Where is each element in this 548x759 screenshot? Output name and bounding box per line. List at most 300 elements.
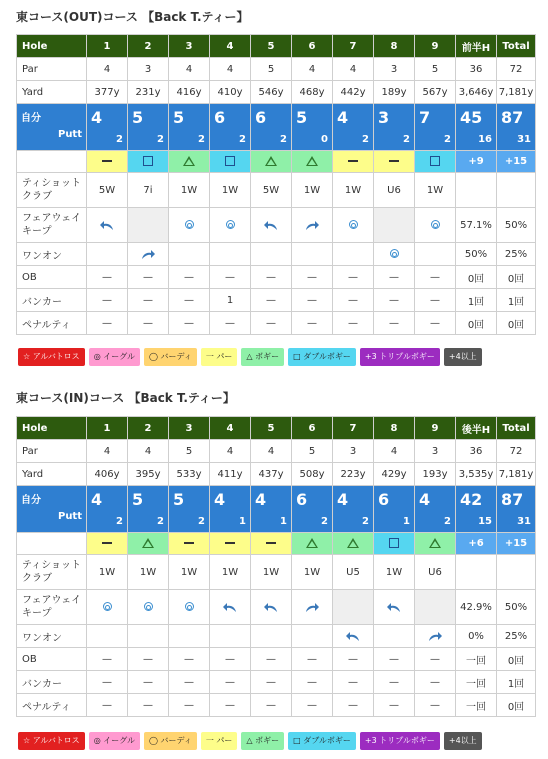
out-stroke-count: 5 — [132, 108, 144, 127]
out-penalty-row — [17, 312, 536, 335]
in-bunker-row — [17, 671, 536, 694]
in-bunker-cell: — — [333, 671, 374, 694]
in-penalty-cell: — — [333, 694, 374, 717]
in-stroke-count: 4 — [419, 490, 431, 509]
out-stroke-count: 3 — [378, 108, 390, 127]
out-header-cell: 7 — [333, 35, 374, 58]
out-bunker-cell: — — [374, 289, 415, 312]
in-penalty-cell: — — [251, 694, 292, 717]
out-self-label-cell — [17, 104, 87, 151]
in-par-cell: 4 — [87, 440, 128, 463]
in-stroke-count: 42 — [460, 490, 483, 509]
out-penalty-cell: — — [251, 312, 292, 335]
out-fairway-cell — [333, 208, 374, 243]
out-yard-label: Yard — [17, 81, 87, 104]
in-stroke-count: 6 — [378, 490, 390, 509]
out-result-label — [17, 151, 87, 173]
out-yard-cell: 377y — [87, 81, 128, 104]
out-tee-cell: 1W — [292, 173, 333, 208]
out-putt-count: 2 — [444, 134, 451, 145]
in-on-cell — [169, 625, 210, 648]
in-putt-count: 31 — [517, 516, 531, 527]
in-stroke-count: 4 — [337, 490, 349, 509]
out-bunker-cell: — — [87, 289, 128, 312]
in-tee-row — [17, 555, 536, 590]
arrow-right-icon — [304, 219, 320, 231]
out-putt-count: 2 — [198, 134, 205, 145]
out-penalty-cell: — — [415, 312, 456, 335]
out-tee-label: ティショット クラブ — [17, 173, 87, 208]
in-par-cell: 3 — [415, 440, 456, 463]
arrow-right-icon — [140, 248, 156, 260]
out-stroke-count: 45 — [460, 108, 483, 127]
in-ob-cell: — — [374, 648, 415, 671]
out-result-row — [17, 151, 536, 173]
in-self-label: 自分 — [21, 495, 41, 506]
in-result-cell — [251, 533, 292, 555]
double-circle-icon — [103, 602, 112, 611]
in-yard-cell: 411y — [210, 463, 251, 486]
out-penalty-cell: — — [292, 312, 333, 335]
out-fairway-cell — [374, 208, 415, 243]
out-result-cell — [87, 151, 128, 173]
out-result-cell — [169, 151, 210, 173]
double-circle-icon — [431, 220, 440, 229]
in-yard-cell: 508y — [292, 463, 333, 486]
in-tee-cell: U5 — [333, 555, 374, 590]
in-header-cell: 7 — [333, 417, 374, 440]
out-stroke-count: 5 — [296, 108, 308, 127]
in-score-cell — [128, 486, 169, 533]
out-putt-count: 2 — [362, 134, 369, 145]
in-par-cell: 3 — [333, 440, 374, 463]
in-putt-count: 2 — [198, 516, 205, 527]
out-fairway-stat: 57.1% — [456, 208, 497, 243]
arrow-left-icon — [263, 219, 279, 231]
in-yard-cell: 3,535y — [456, 463, 497, 486]
in-score-cell — [169, 486, 210, 533]
in-par-cell: 4 — [251, 440, 292, 463]
out-tee-row — [17, 173, 536, 208]
out-bunker-cell: — — [415, 289, 456, 312]
out-stroke-count: 87 — [501, 108, 524, 127]
out-tee-cell: 5W — [87, 173, 128, 208]
legend-four-over: +4以上 — [444, 732, 482, 750]
out-yard-cell: 416y — [169, 81, 210, 104]
in-header-row — [17, 417, 536, 440]
in-yard-row — [17, 463, 536, 486]
in-self-score-row — [17, 486, 536, 533]
out-putt-count: 2 — [280, 134, 287, 145]
in-result-cell — [374, 533, 415, 555]
bogey-triangle-icon — [306, 156, 318, 166]
in-tee-cell: 1W — [374, 555, 415, 590]
par-dash-icon — [184, 542, 194, 544]
out-yard-cell: 410y — [210, 81, 251, 104]
in-score-cell — [210, 486, 251, 533]
legend-double-bogey: □ ダブルボギー — [288, 348, 356, 366]
out-penalty-cell: — — [333, 312, 374, 335]
in-self-label-cell — [17, 486, 87, 533]
out-bunker-cell: — — [251, 289, 292, 312]
double-circle-icon — [185, 602, 194, 611]
legend-birdie: ◯ バーディ — [144, 348, 197, 366]
out-on-cell — [333, 243, 374, 266]
out-stroke-count: 4 — [337, 108, 349, 127]
bogey-triangle-icon — [265, 156, 277, 166]
out-ob-cell: — — [210, 266, 251, 289]
in-score-cell — [415, 486, 456, 533]
out-par-cell: 5 — [251, 58, 292, 81]
in-putt-count: 2 — [444, 516, 451, 527]
out-result-cell — [251, 151, 292, 173]
in-bunker-cell: — — [292, 671, 333, 694]
out-header-cell: 8 — [374, 35, 415, 58]
in-ob-cell: — — [415, 648, 456, 671]
in-ob-cell: — — [87, 648, 128, 671]
out-par-cell: 4 — [333, 58, 374, 81]
in-tee-cell: 1W — [169, 555, 210, 590]
in-bunker-cell: — — [251, 671, 292, 694]
out-par-cell: 4 — [169, 58, 210, 81]
legend-par: 一 パー — [201, 732, 238, 750]
in-fairway-row — [17, 590, 536, 625]
in-ob-cell: — — [251, 648, 292, 671]
out-putt-count: 2 — [157, 134, 164, 145]
out-yard-cell: 442y — [333, 81, 374, 104]
out-bunker-cell: — — [292, 289, 333, 312]
in-yard-cell: 533y — [169, 463, 210, 486]
in-tee-cell: 1W — [128, 555, 169, 590]
out-bunker-row — [17, 289, 536, 312]
out-putt-count: 16 — [478, 134, 492, 145]
in-putt-count: 2 — [157, 516, 164, 527]
out-result-cell — [128, 151, 169, 173]
legend-albatross: ☆ アルバトロス — [18, 348, 85, 366]
out-result-cell — [374, 151, 415, 173]
par-dash-icon — [102, 542, 112, 544]
in-putt-count: 2 — [321, 516, 328, 527]
out-putt-count: 2 — [403, 134, 410, 145]
in-putt-count: 2 — [116, 516, 123, 527]
in-result-label — [17, 533, 87, 555]
out-self-label: 自分 — [21, 113, 41, 124]
out-on-stat: 50% — [456, 243, 497, 266]
in-stroke-count: 5 — [132, 490, 144, 509]
out-par-cell: 4 — [292, 58, 333, 81]
in-par-cell: 4 — [128, 440, 169, 463]
in-header-cell: 6 — [292, 417, 333, 440]
in-stroke-count: 4 — [255, 490, 267, 509]
in-par-label: Par — [17, 440, 87, 463]
in-ob-cell: 一回 — [456, 648, 497, 671]
out-par-cell: 3 — [374, 58, 415, 81]
in-header-cell: 4 — [210, 417, 251, 440]
in-putt-count: 1 — [280, 516, 287, 527]
arrow-left-icon — [222, 601, 238, 613]
out-course-section — [16, 8, 535, 335]
double-bogey-square-icon — [225, 156, 235, 166]
out-header-cell: 1 — [87, 35, 128, 58]
out-penalty-label: ペナルティ — [17, 312, 87, 335]
in-fairway-cell — [87, 590, 128, 625]
out-score-cell — [415, 104, 456, 151]
out-tee-cell: U6 — [374, 173, 415, 208]
in-tee-cell: 1W — [87, 555, 128, 590]
in-result-cell — [415, 533, 456, 555]
in-tee-cell: U6 — [415, 555, 456, 590]
out-yard-cell: 231y — [128, 81, 169, 104]
in-result-cell — [169, 533, 210, 555]
out-tee-cell: 1W — [169, 173, 210, 208]
out-fairway-cell — [210, 208, 251, 243]
in-putt-count: 1 — [239, 516, 246, 527]
out-par-cell: 36 — [456, 58, 497, 81]
out-tee-cell: 7i — [128, 173, 169, 208]
in-header-cell: 9 — [415, 417, 456, 440]
out-fairway-label: フェアウェイ キープ — [17, 208, 87, 243]
in-result-row — [17, 533, 536, 555]
out-score-cell — [251, 104, 292, 151]
in-header-cell: Total — [497, 417, 536, 440]
legend-triple-bogey: +3 トリプルボギー — [360, 732, 440, 750]
in-score-cell — [251, 486, 292, 533]
in-bunker-cell: — — [415, 671, 456, 694]
arrow-right-icon — [427, 630, 443, 642]
out-header-cell: 5 — [251, 35, 292, 58]
in-fairway-cell — [128, 590, 169, 625]
in-yard-cell: 406y — [87, 463, 128, 486]
in-ob-cell: — — [292, 648, 333, 671]
out-on-row — [17, 243, 536, 266]
in-result-cell — [292, 533, 333, 555]
out-fairway-cell — [128, 208, 169, 243]
out-header-cell: 9 — [415, 35, 456, 58]
in-header-cell: 3 — [169, 417, 210, 440]
double-bogey-square-icon — [389, 538, 399, 548]
out-ob-label: OB — [17, 266, 87, 289]
out-ob-cell: — — [169, 266, 210, 289]
out-on-cell — [169, 243, 210, 266]
in-yard-cell: 193y — [415, 463, 456, 486]
in-score-cell — [333, 486, 374, 533]
out-ob-row — [17, 266, 536, 289]
out-on-cell — [87, 243, 128, 266]
out-score-cell — [456, 104, 497, 151]
out-ob-cell: — — [128, 266, 169, 289]
par-dash-icon — [102, 160, 112, 162]
in-penalty-cell: 一回 — [456, 694, 497, 717]
out-on-cell — [292, 243, 333, 266]
in-on-cell — [415, 625, 456, 648]
bogey-triangle-icon — [429, 538, 441, 548]
out-header-cell: Total — [497, 35, 536, 58]
in-bunker-cell: — — [374, 671, 415, 694]
in-course-section — [16, 389, 535, 717]
legend-albatross: ☆ アルバトロス — [18, 732, 85, 750]
out-putt-count: 2 — [239, 134, 246, 145]
arrow-left-icon — [263, 601, 279, 613]
out-on-label: ワンオン — [17, 243, 87, 266]
out-score-cell — [87, 104, 128, 151]
par-dash-icon — [348, 160, 358, 162]
in-bunker-cell: — — [210, 671, 251, 694]
in-course-title: 東コース(IN)コース 【Back T.ティー】 — [16, 391, 235, 405]
in-penalty-row — [17, 694, 536, 717]
out-ob-cell: — — [87, 266, 128, 289]
out-tee-cell — [456, 173, 497, 208]
in-on-row — [17, 625, 536, 648]
in-yard-cell: 429y — [374, 463, 415, 486]
in-yard-label: Yard — [17, 463, 87, 486]
out-bunker-cell: 1回 — [497, 289, 536, 312]
double-circle-icon — [349, 220, 358, 229]
in-on-stat: 25% — [497, 625, 536, 648]
in-score-cell — [292, 486, 333, 533]
out-score-cell — [497, 104, 536, 151]
in-bunker-label: バンカー — [17, 671, 87, 694]
in-on-cell — [251, 625, 292, 648]
out-header-cell: Hole — [17, 35, 87, 58]
legend-bogey: △ ボギー — [241, 348, 284, 366]
in-result-cell — [87, 533, 128, 555]
out-putt-count: 2 — [116, 134, 123, 145]
in-penalty-cell: 0回 — [497, 694, 536, 717]
legend-bogey: △ ボギー — [241, 732, 284, 750]
in-par-cell: 5 — [169, 440, 210, 463]
out-header-cell: 前半H — [456, 35, 497, 58]
out-tee-cell: 1W — [210, 173, 251, 208]
in-yard-cell: 395y — [128, 463, 169, 486]
in-fairway-cell — [292, 590, 333, 625]
in-stroke-count: 6 — [296, 490, 308, 509]
out-on-stat: 25% — [497, 243, 536, 266]
in-ob-cell: — — [169, 648, 210, 671]
out-scorecard-table — [16, 34, 536, 335]
in-penalty-cell: — — [415, 694, 456, 717]
out-putt-label: Putt — [57, 129, 82, 140]
in-tee-cell: 1W — [210, 555, 251, 590]
par-dash-icon — [225, 542, 235, 544]
par-dash-icon — [389, 160, 399, 162]
out-yard-cell: 3,646y — [456, 81, 497, 104]
bogey-triangle-icon — [347, 538, 359, 548]
out-ob-cell: 0回 — [497, 266, 536, 289]
out-header-cell: 6 — [292, 35, 333, 58]
in-on-cell — [128, 625, 169, 648]
in-penalty-cell: — — [374, 694, 415, 717]
out-penalty-cell: 0回 — [456, 312, 497, 335]
out-fairway-cell — [251, 208, 292, 243]
out-par-cell: 72 — [497, 58, 536, 81]
in-header-cell: Hole — [17, 417, 87, 440]
in-penalty-cell: — — [128, 694, 169, 717]
in-tee-cell — [497, 555, 536, 590]
in-on-cell — [87, 625, 128, 648]
out-tee-cell: 1W — [415, 173, 456, 208]
in-par-row — [17, 440, 536, 463]
legend-triple-bogey: +3 トリプルボギー — [360, 348, 440, 366]
out-score-cell — [292, 104, 333, 151]
out-putt-count: 31 — [517, 134, 531, 145]
out-ob-cell: — — [251, 266, 292, 289]
out-self-score-row — [17, 104, 536, 151]
in-header-cell: 1 — [87, 417, 128, 440]
out-ob-cell: — — [333, 266, 374, 289]
in-bunker-cell: — — [87, 671, 128, 694]
in-result-sum: +6 — [456, 533, 497, 555]
out-par-cell: 4 — [87, 58, 128, 81]
out-stroke-count: 7 — [419, 108, 431, 127]
out-header-cell: 4 — [210, 35, 251, 58]
in-fairway-stat: 42.9% — [456, 590, 497, 625]
out-ob-cell: — — [374, 266, 415, 289]
in-putt-count: 1 — [403, 516, 410, 527]
in-tee-cell: 1W — [292, 555, 333, 590]
out-penalty-cell: — — [210, 312, 251, 335]
out-result-sum: +9 — [456, 151, 497, 173]
in-result-cell — [210, 533, 251, 555]
in-score-cell — [87, 486, 128, 533]
double-circle-icon — [226, 220, 235, 229]
in-par-cell: 4 — [374, 440, 415, 463]
out-fairway-cell — [169, 208, 210, 243]
out-score-cell — [333, 104, 374, 151]
out-score-cell — [128, 104, 169, 151]
in-fairway-cell — [251, 590, 292, 625]
out-yard-cell: 567y — [415, 81, 456, 104]
legend-par: 一 パー — [201, 348, 238, 366]
in-stroke-count: 5 — [173, 490, 185, 509]
in-penalty-cell: — — [87, 694, 128, 717]
in-on-label: ワンオン — [17, 625, 87, 648]
out-fairway-row — [17, 208, 536, 243]
double-circle-icon — [390, 249, 399, 258]
out-on-cell — [128, 243, 169, 266]
in-on-cell — [374, 625, 415, 648]
out-on-cell — [251, 243, 292, 266]
out-bunker-cell: — — [128, 289, 169, 312]
legend-eagle: ◎ イーグル — [89, 348, 140, 366]
in-bunker-cell: 1回 — [497, 671, 536, 694]
in-stroke-count: 87 — [501, 490, 524, 509]
out-result-sum: +15 — [497, 151, 536, 173]
in-penalty-cell: — — [292, 694, 333, 717]
in-bunker-cell: — — [169, 671, 210, 694]
out-penalty-cell: — — [128, 312, 169, 335]
in-result-sum: +15 — [497, 533, 536, 555]
out-stroke-count: 4 — [91, 108, 103, 127]
out-fairway-cell — [87, 208, 128, 243]
in-stroke-count: 4 — [214, 490, 226, 509]
in-penalty-label: ペナルティ — [17, 694, 87, 717]
in-yard-cell: 223y — [333, 463, 374, 486]
out-header-cell: 3 — [169, 35, 210, 58]
out-yard-cell: 189y — [374, 81, 415, 104]
double-bogey-square-icon — [430, 156, 440, 166]
in-fairway-label: フェアウェイ キープ — [17, 590, 87, 625]
legend-birdie: ◯ バーディ — [144, 732, 197, 750]
in-putt-count: 15 — [478, 516, 492, 527]
arrow-left-icon — [386, 601, 402, 613]
out-tee-cell: 1W — [333, 173, 374, 208]
in-bunker-cell: 一回 — [456, 671, 497, 694]
double-circle-icon — [185, 220, 194, 229]
in-par-cell: 5 — [292, 440, 333, 463]
in-ob-cell: — — [128, 648, 169, 671]
out-par-cell: 4 — [210, 58, 251, 81]
out-result-cell — [292, 151, 333, 173]
